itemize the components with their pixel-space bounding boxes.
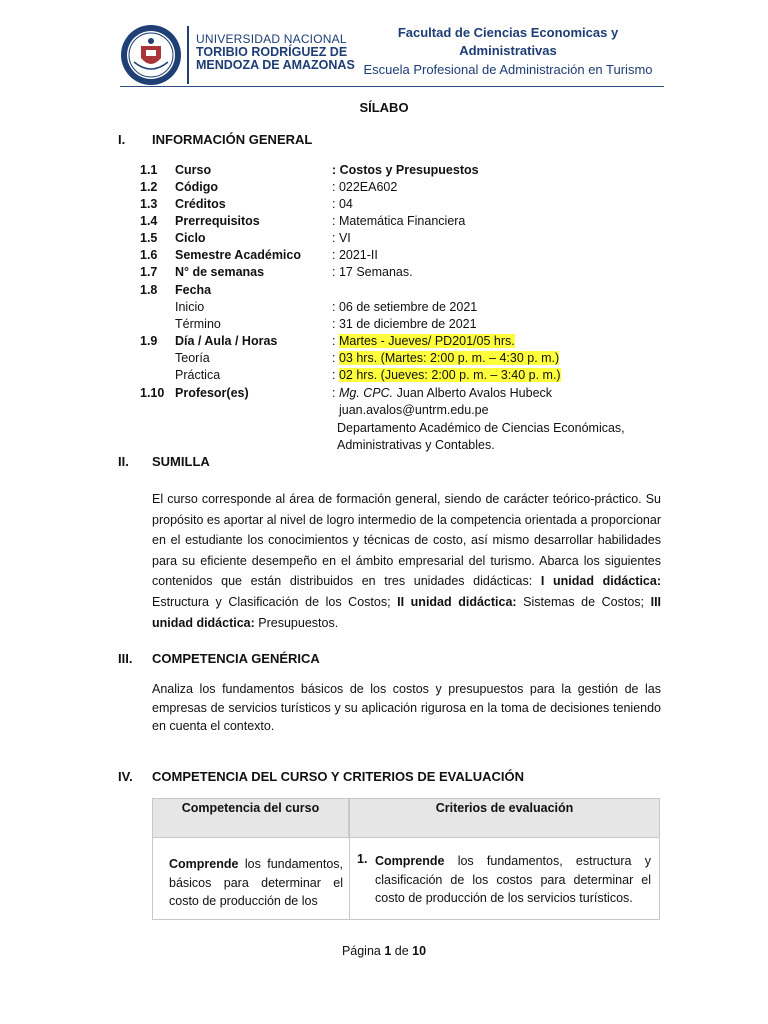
competencies-table (152, 798, 660, 920)
total-pages: 10 (412, 944, 427, 958)
unit-label: III unidad didáctica: (152, 594, 662, 630)
section-number: III. (118, 651, 133, 666)
info-value (332, 367, 561, 384)
info-num: 1.3 (140, 197, 158, 211)
colon: : (332, 386, 339, 400)
section-title: COMPETENCIA GENÉRICA (152, 651, 320, 666)
info-sublabel: Inicio (175, 300, 205, 314)
header-rule (120, 86, 664, 87)
info-label: Semestre Académico (175, 248, 301, 262)
sumilla-paragraph (152, 489, 661, 633)
info-value: : Matemática Financiera (332, 214, 466, 228)
professor-email: juan.avalos@untrm.edu.pe (339, 403, 489, 417)
info-label: Curso (175, 163, 212, 177)
info-value: : 06 de setiembre de 2021 (332, 300, 478, 314)
university-name (196, 33, 355, 72)
unit-label: I unidad didáctica: (540, 574, 661, 589)
table-cell-criterio (375, 852, 651, 908)
info-num: 1.5 (140, 231, 158, 245)
section-title: SUMILLA (152, 454, 210, 469)
info-sublabel: Término (175, 317, 221, 331)
colon: : (332, 334, 336, 348)
page-footer (0, 944, 768, 958)
section-title: INFORMACIÓN GENERAL (152, 132, 313, 147)
document-title: SÍLABO (359, 100, 409, 115)
competencia-generica-text: Analiza los fundamentos básicos de los costos y presupuestos para la gestión de las empresas de servicios turísticos y su aplicación rigurosa en la toma de decisiones teniendo en cuenta el contexto. (152, 682, 661, 733)
info-label: N° de semanas (175, 265, 265, 279)
footer-mid: de (391, 944, 413, 958)
info-sublabel: Práctica (175, 368, 221, 382)
university-name-line: UNIVERSIDAD NACIONAL (196, 32, 347, 46)
info-label: Código (175, 180, 219, 194)
info-label: Créditos (175, 197, 226, 211)
highlighted-schedule: Martes - Jueves/ PD201/05 hrs. (338, 334, 515, 348)
school-name: Escuela Profesional de Administración en Turismo (363, 62, 653, 77)
faculty-block (358, 24, 658, 79)
info-sublabel: Teoría (175, 351, 210, 365)
sumilla-text: Estructura y Clasificación de los Costos; (152, 594, 398, 609)
section-title: COMPETENCIA DEL CURSO Y CRITERIOS DE EVALUACIÓN (152, 769, 524, 784)
section-number: I. (118, 132, 126, 147)
professor-department-line2: Administrativas y Contables. (337, 438, 495, 452)
cell-bold-verb: Comprende (169, 857, 239, 871)
colon: : (332, 368, 336, 382)
info-label: Ciclo (175, 231, 206, 245)
cell-text: los fundamentos, básicos para determinar el costo de producción de los (169, 857, 343, 908)
info-label: Fecha (175, 283, 212, 297)
info-label: Prerrequisitos (175, 214, 260, 228)
info-value: : 04 (332, 197, 353, 211)
info-num: 1.6 (140, 248, 158, 262)
table-cell-competencia (169, 855, 343, 911)
info-num: 1.2 (140, 180, 158, 194)
info-num: 1.9 (140, 334, 158, 348)
info-value (332, 350, 559, 367)
info-num: 1.8 (140, 283, 158, 297)
highlighted-practice-hours: 02 hrs. (Jueves: 2:00 p. m. – 3:40 p. m.) (338, 368, 561, 382)
section-number: IV. (118, 769, 133, 784)
info-value: : 2021-II (332, 248, 378, 262)
cell-text: los fundamentos, estructura y clasificación de los costos para determinar el costo de producción de los servicios turísticos. (375, 854, 651, 905)
footer-prefix: Página (341, 944, 385, 958)
info-value (332, 333, 515, 350)
professor-title: Mg. CPC. (338, 386, 394, 400)
table-row-divider (153, 837, 659, 838)
info-num: 1.4 (140, 214, 158, 228)
info-label: Día / Aula / Horas (175, 334, 278, 348)
current-page: 1 (384, 944, 392, 958)
table-header-criterios: Criterios de evaluación (350, 799, 659, 837)
colon: : (332, 351, 336, 365)
table-header-competencia: Competencia del curso (153, 799, 349, 837)
info-value: : 022EA602 (332, 180, 398, 194)
faculty-name-line2: Administrativas (459, 43, 557, 58)
table-column-divider (349, 799, 350, 919)
section-number: II. (118, 454, 129, 469)
professor-name (332, 385, 552, 402)
info-num: 1.7 (140, 265, 158, 279)
sumilla-text: El curso corresponde al área de formación general, siendo de carácter teórico-práctico. Su propósito es aportar al nivel de logro intermedio de la competencia orientada a proporcionar en el estudiante los conocimientos y técnicas de costo, así mismo desarrollar habilidades para su eficiente desempeño en el ámbito empresarial del turismo. Abarca los siguientes contenidos que están distribuidos en tres unidades didácticas: (152, 492, 661, 589)
university-name-line: MENDOZA DE AMAZONAS (196, 58, 355, 72)
professor-fullname: Juan Alberto Avalos Hubeck (393, 386, 553, 400)
unit-label: II unidad didáctica: (397, 594, 517, 609)
info-label: Profesor(es) (175, 386, 249, 400)
sumilla-text: Presupuestos. (254, 615, 339, 630)
info-num: 1.10 (140, 386, 165, 400)
faculty-name-line1: Facultad de Ciencias Economicas y (397, 25, 619, 40)
university-name-line: TORIBIO RODRÍGUEZ DE (196, 45, 348, 59)
highlighted-theory-hours: 03 hrs. (Martes: 2:00 p. m. – 4:30 p. m.) (338, 351, 560, 365)
header-divider (187, 26, 189, 84)
info-value: : 17 Semanas. (332, 265, 413, 279)
professor-department-line1: Departamento Académico de Ciencias Económicas, (337, 421, 625, 435)
info-value: : Costos y Presupuestos (332, 163, 479, 177)
cell-bold-verb: Comprende (375, 854, 445, 868)
criterion-number: 1. (357, 852, 368, 866)
info-value: : VI (332, 231, 351, 245)
info-value: : 31 de diciembre de 2021 (332, 317, 477, 331)
info-num: 1.1 (140, 163, 158, 177)
university-seal-logo (120, 24, 182, 86)
sumilla-text: Sistemas de Costos; (516, 594, 651, 609)
